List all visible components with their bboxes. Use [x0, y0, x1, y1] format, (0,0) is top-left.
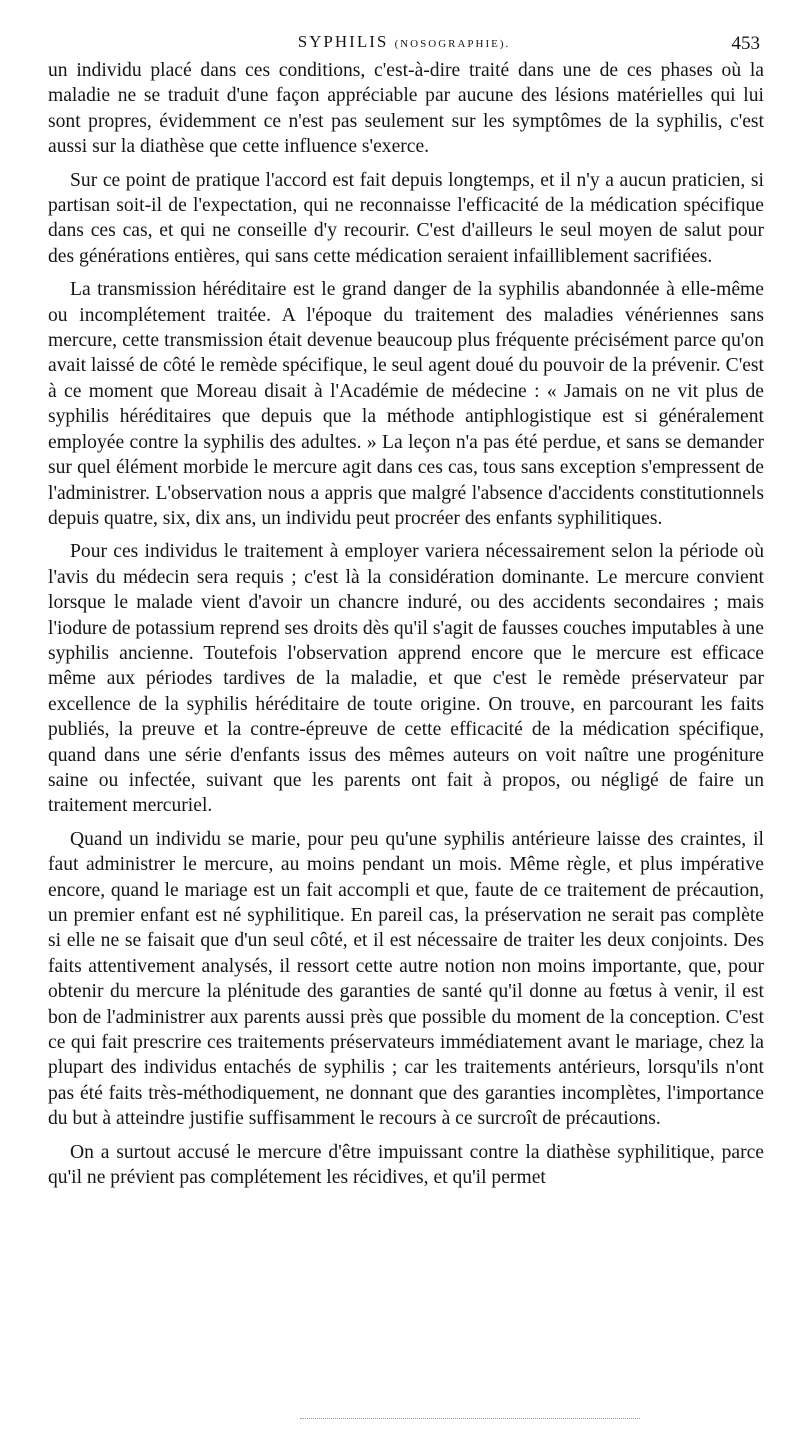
paragraph: Quand un individu se marie, pour peu qu'une syphilis antérieure laisse des craintes, il faut administrer le mercure, au moins pendant un mois. Même règle, et plus impérative encore, quand le mariage est un fait accompli et que, faute de ce traitement de précaution, un premier enfant est né syphilitique. En pareil cas, la préservation ne serait pas complète si elle ne se faisait que d'un seul côté, et il est nécessaire de traiter les deux conjoints. Des faits attentivement analysés, il ressort cette autre notion non moins importante, que, pour obtenir du mercure la plénitude des garanties de santé qu'il donne au fœtus à venir, il est bon de l'administrer aux parents aussi près que possible du moment de la conception. C'est ce qui fait prescrire ces traitements préservateurs immédiatement avant le mariage, chez la plupart des individus entachés de syphilis ; car les traitements antérieurs, lorsqu'ils n'ont pas été faits très-méthodiquement, ne donnant que des garanties incomplètes, l'importance du but à atteindre justifie suffisamment le recours à ce surcroît de précautions. [48, 828, 764, 1130]
paragraph-continued: un individu placé dans ces conditions, c'est-à-dire traité dans une de ces phases où la maladie ne se traduit d'une façon appréciable par aucune des lésions matérielles qui lui sont propres, évidemment ce n'est pas seulement sur les symptômes de la syphilis, c'est aussi sur la diathèse que cette influence s'exerce. [48, 60, 764, 158]
paragraph: On a surtout accusé le mercure d'être impuissant contre la diathèse syphilitique, parce qu'il ne prévient pas complétement les récidives, et qu'il permet [48, 1141, 764, 1189]
paragraph: La transmission héréditaire est le grand danger de la syphilis abandonnée à elle-même ou incomplétement traitée. A l'époque du traitement des maladies vénériennes sans mercure, cette transmission était devenue beaucoup plus fréquente précisément parce qu'on avait laissé de côté le remède spécifique, le seul agent doué du pouvoir de la prévenir. C'est à ce moment que Moreau disait à l'Académie de médecine : « Jamais on ne vit plus de syphilis héréditaires que depuis que la méthode antiphlogistique est si généralement employée contre la syphilis des adultes. » La leçon n'a pas été perdue, et sans se demander sur quel élément morbide le mercure agit dans ces cas, tous sans exception s'empressent de l'administrer. L'observation nous a appris que malgré l'absence d'accidents constitutionnels depuis quatre, six, dix ans, un individu peut procréer des enfants syphilitiques. [48, 279, 764, 529]
running-title-subtitle: (NOSOGRAPHIE). [394, 38, 511, 50]
running-title [48, 28, 760, 58]
body-text [48, 58, 764, 1198]
paragraph: Sur ce point de pratique l'accord est fait depuis longtemps, et il n'y a aucun praticien, si partisan soit-il de l'expectation, qui ne reconnaisse l'efficacité de la médication spécifique dans ces cas, et qui ne conseille d'y recourir. C'est d'ailleurs le seul moyen de salut pour des générations entières, qui sans cette médication seraient infailliblement sacrifiées. [48, 169, 764, 267]
footer-rule [300, 1418, 640, 1419]
paragraph: Pour ces individus le traitement à employer variera nécessairement selon la période où l'avis du médecin sera requis ; c'est là la considération dominante. Le mercure convient lorsque le malade vient d'avoir un chancre induré, ou des accidents secondaires ; mais l'iodure de potassium reprend ses droits dès qu'il s'agit de fausses couches imputables à une syphilis ancienne. Toutefois l'observation apprend encore que le mercure est efficace même aux périodes tardives de la maladie, et que c'est le remède préservateur par excellence de la syphilis héréditaire de toute origine. On trouve, en parcourant les faits publiés, la preuve et la contre-épreuve de cette efficacité de la médication spécifique, quand dans une série d'enfants issus des mêmes auteurs on voit naître une progéniture saine ou infectée, suivant que les parents ont fait à propos, ou négligé de faire un traitement mercuriel. [48, 541, 764, 817]
running-head [48, 28, 760, 56]
page-number: 453 [731, 33, 760, 54]
running-title-main: SYPHILIS [297, 32, 389, 51]
